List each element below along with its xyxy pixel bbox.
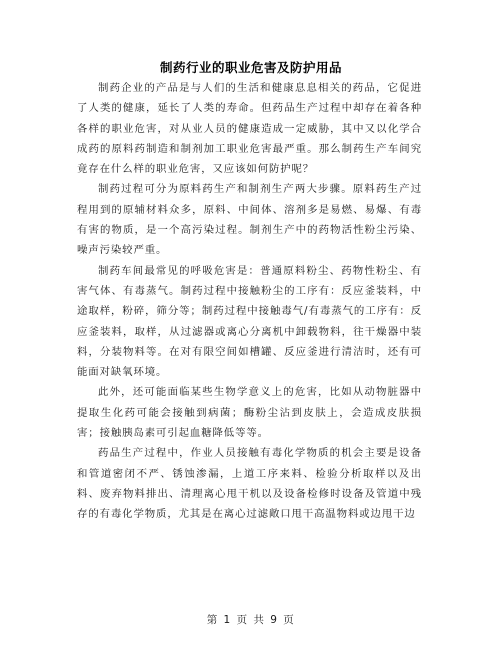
paragraph-process: 制药过程可分为原料药生产和制剂生产两大步骤。原料药生产过程用到的原辅材料众多，原料、中间体、溶剂多是易燃、易爆、有毒有害的物质，是一个高污染过程。制剂生产中的药物活性粉尘污染、噪声污染较严重。	[77, 183, 422, 257]
document-title: 制药行业的职业危害及防护用品	[159, 60, 342, 75]
page-number-footer: 第 1 页 共 9 页	[206, 614, 296, 626]
paragraph-biological-hazards: 此外，还可能面临某些生物学意义上的危害，比如从动物脏器中提取生化药可能会接触到病菌；酶粉尘沾到皮肤上，会造成皮肤损害；接触胰岛素可引起血糖降低等等。	[77, 386, 422, 440]
paragraph-intro: 制药企业的产品是与人们的生活和健康息息相关的药品，它促进了人类的健康，延长了人类的寿命。但药品生产过程中却存在着各种各样的职业危害，对从业人员的健康造成一定威胁，其中又以化学合成药的原料药制造和制剂加工职业危害最严重。那么制药生产车间究竟存在什么样的职业危害，又应该如何防护呢？	[77, 82, 422, 176]
document-body	[77, 78, 422, 525]
paragraph-chemical-exposure: 药品生产过程中，作业人员接触有毒化学物质的机会主要是设备和管道密闭不严、锈蚀渗漏，上道工序来料、检验分析取样以及出料、废弃物料排出、清理离心甩干机以及设备检修时设备及管道中残存的有毒化学物质，尤其是在离心过滤敞口甩干高温物料或边甩干边	[77, 447, 422, 521]
paragraph-respiratory-hazards: 制药车间最常见的呼吸危害是：普通原料粉尘、药物性粉尘、有害气体、有毒蒸气。制药过程中接触粉尘的工序有：反应釜装料，中途取样，粉碎，筛分等；制药过程中接触毒气/有毒蒸气的工序有：反应釜装料，取样，从过滤器或离心分离机中卸载物料，往干燥器中装料，分装物料等。在对有限空间如槽罐、反应釜进行清洁时，还有可能面对缺氧环境。	[77, 264, 422, 379]
